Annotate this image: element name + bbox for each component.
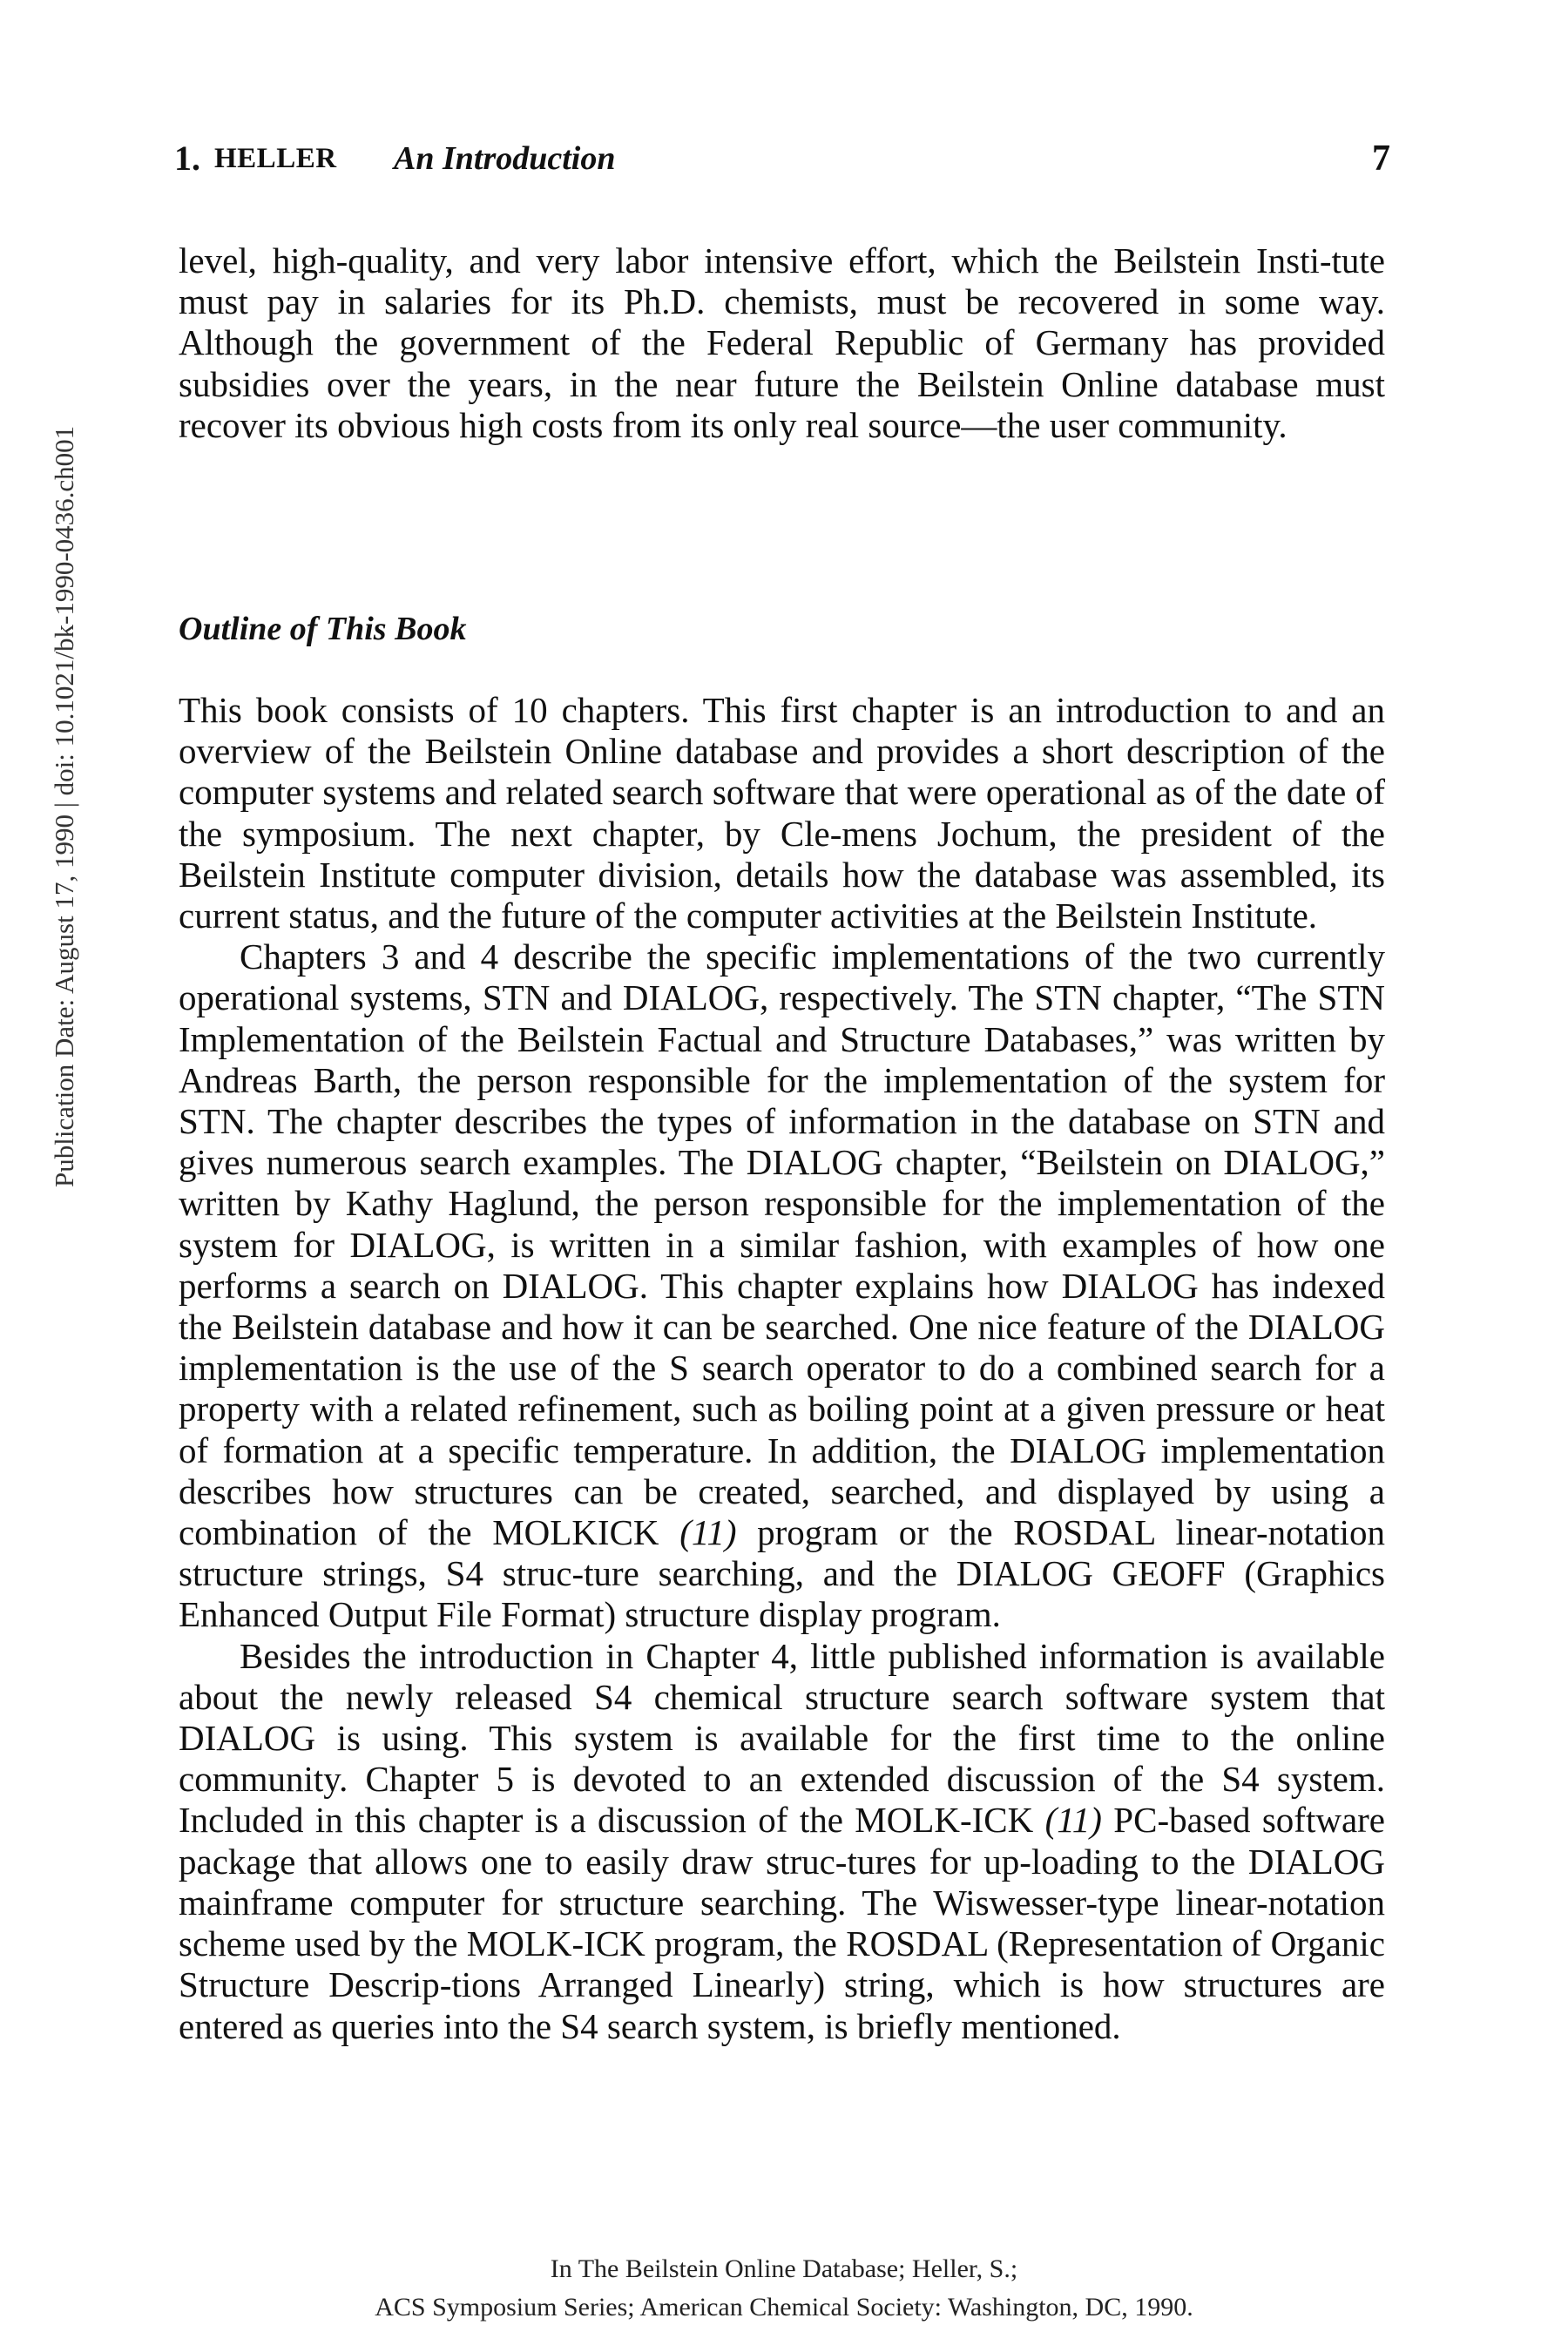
section-heading: Outline of This Book xyxy=(179,611,467,647)
paragraph-2-text: Chapters 3 and 4 describe the specific implementations of the two currently operational systems, STN and DIALOG, respectively. The STN chapter, “The STN Implementation of the Beilstein Factual and Structure Databases,” was written by Andreas Barth, the person responsible for the implementation of the system for STN. The chapter describes the types of information in the database on STN and gives numerous search examples. The DIALOG chapter, “Beilstein on DIALOG,” written by Kathy Haglund, the person responsible for the implementation of the system for DIALOG, is written in a similar fashion, with examples of how one performs a search on DIALOG. This chapter explains how DIALOG has indexed the Beilstein database and how it can be searched. One nice feature of the DIALOG implementation is the use of the S search operator to do a combined search for a property with a related refinement, such as boiling point at a given pressure or heat of formation at a specific temperature. In addition, the DIALOG implementation describes how structures can be created, searched, and displayed by using a combination of the MOLKICK xyxy=(179,936,1385,1553)
paragraph-3 xyxy=(179,1636,1385,2047)
paragraph-2 xyxy=(179,936,1385,1635)
opening-paragraph-block xyxy=(179,240,1385,446)
footer-line-2: ACS Symposium Series; American Chemical Society: Washington, DC, 1990. xyxy=(375,2293,1193,2322)
section-heading-block xyxy=(179,610,1385,648)
running-head xyxy=(174,138,1394,190)
citation-11: (11) xyxy=(679,1512,737,1553)
paragraph-3-end: PC-based software package that allows one to easily draw struc-tures for up-loading to the DIALOG mainframe computer for structure searching. The Wiswesser-type linear-notation scheme used by the MOLK-ICK program, the ROSDAL (Representation of Organic Structure Descrip-tions Arranged Linearly) string, which is how structures are entered as queries into the S4 search system, is briefly mentioned. xyxy=(179,1800,1385,2046)
section-body xyxy=(179,690,1385,2047)
running-head-author: HELLER xyxy=(214,143,337,174)
citation-11-second: (11) xyxy=(1044,1800,1102,1841)
opening-paragraph: level, high-quality, and very labor intensive effort, which the Beilstein Insti-tute must pay in salaries for its Ph.D. chemists, must be recovered in some way. Although the government of the Federal Republic of Germany has provided subsidies over the years, in the near future the Beilstein Online database must recover its obvious high costs from its only real source—the user community. xyxy=(179,240,1385,445)
publication-date-doi: Publication Date: August 17, 1990 | doi: 10.1021/bk-1990-0436.ch001 xyxy=(49,425,79,1187)
page-number: 7 xyxy=(1372,139,1390,179)
paragraph-2-end: program or the ROSDAL linear-notation structure strings, S4 struc-ture searching, and the DIALOG GEOFF (Graphics Enhanced Output File Format) structure display program. xyxy=(179,1512,1386,1635)
paragraph-3-text: Besides the introduction in Chapter 4, little published information is available about the newly released S4 chemical structure search software system that DIALOG is using. This system is available for the first time to the online community. Chapter 5 is devoted to an extended discussion of the S4 system. Included in this chapter is a discussion of the MOLK-ICK xyxy=(179,1635,1385,1841)
footer-line-1: In The Beilstein Online Database; Heller, S.; xyxy=(550,2254,1018,2283)
paragraph-1: This book consists of 10 chapters. This first chapter is an introduction to and an overview of the Beilstein Online database and provides a short description of the computer systems and related search software that were operational as of the date of the symposium. The next chapter, by Cle-mens Jochum, the president of the Beilstein Institute computer division, details how the database was assembled, its current status, and the future of the computer activities at the Beilstein Institute. xyxy=(179,690,1385,936)
running-head-title: An Introduction xyxy=(394,140,616,177)
chapter-number: 1. xyxy=(174,139,200,178)
